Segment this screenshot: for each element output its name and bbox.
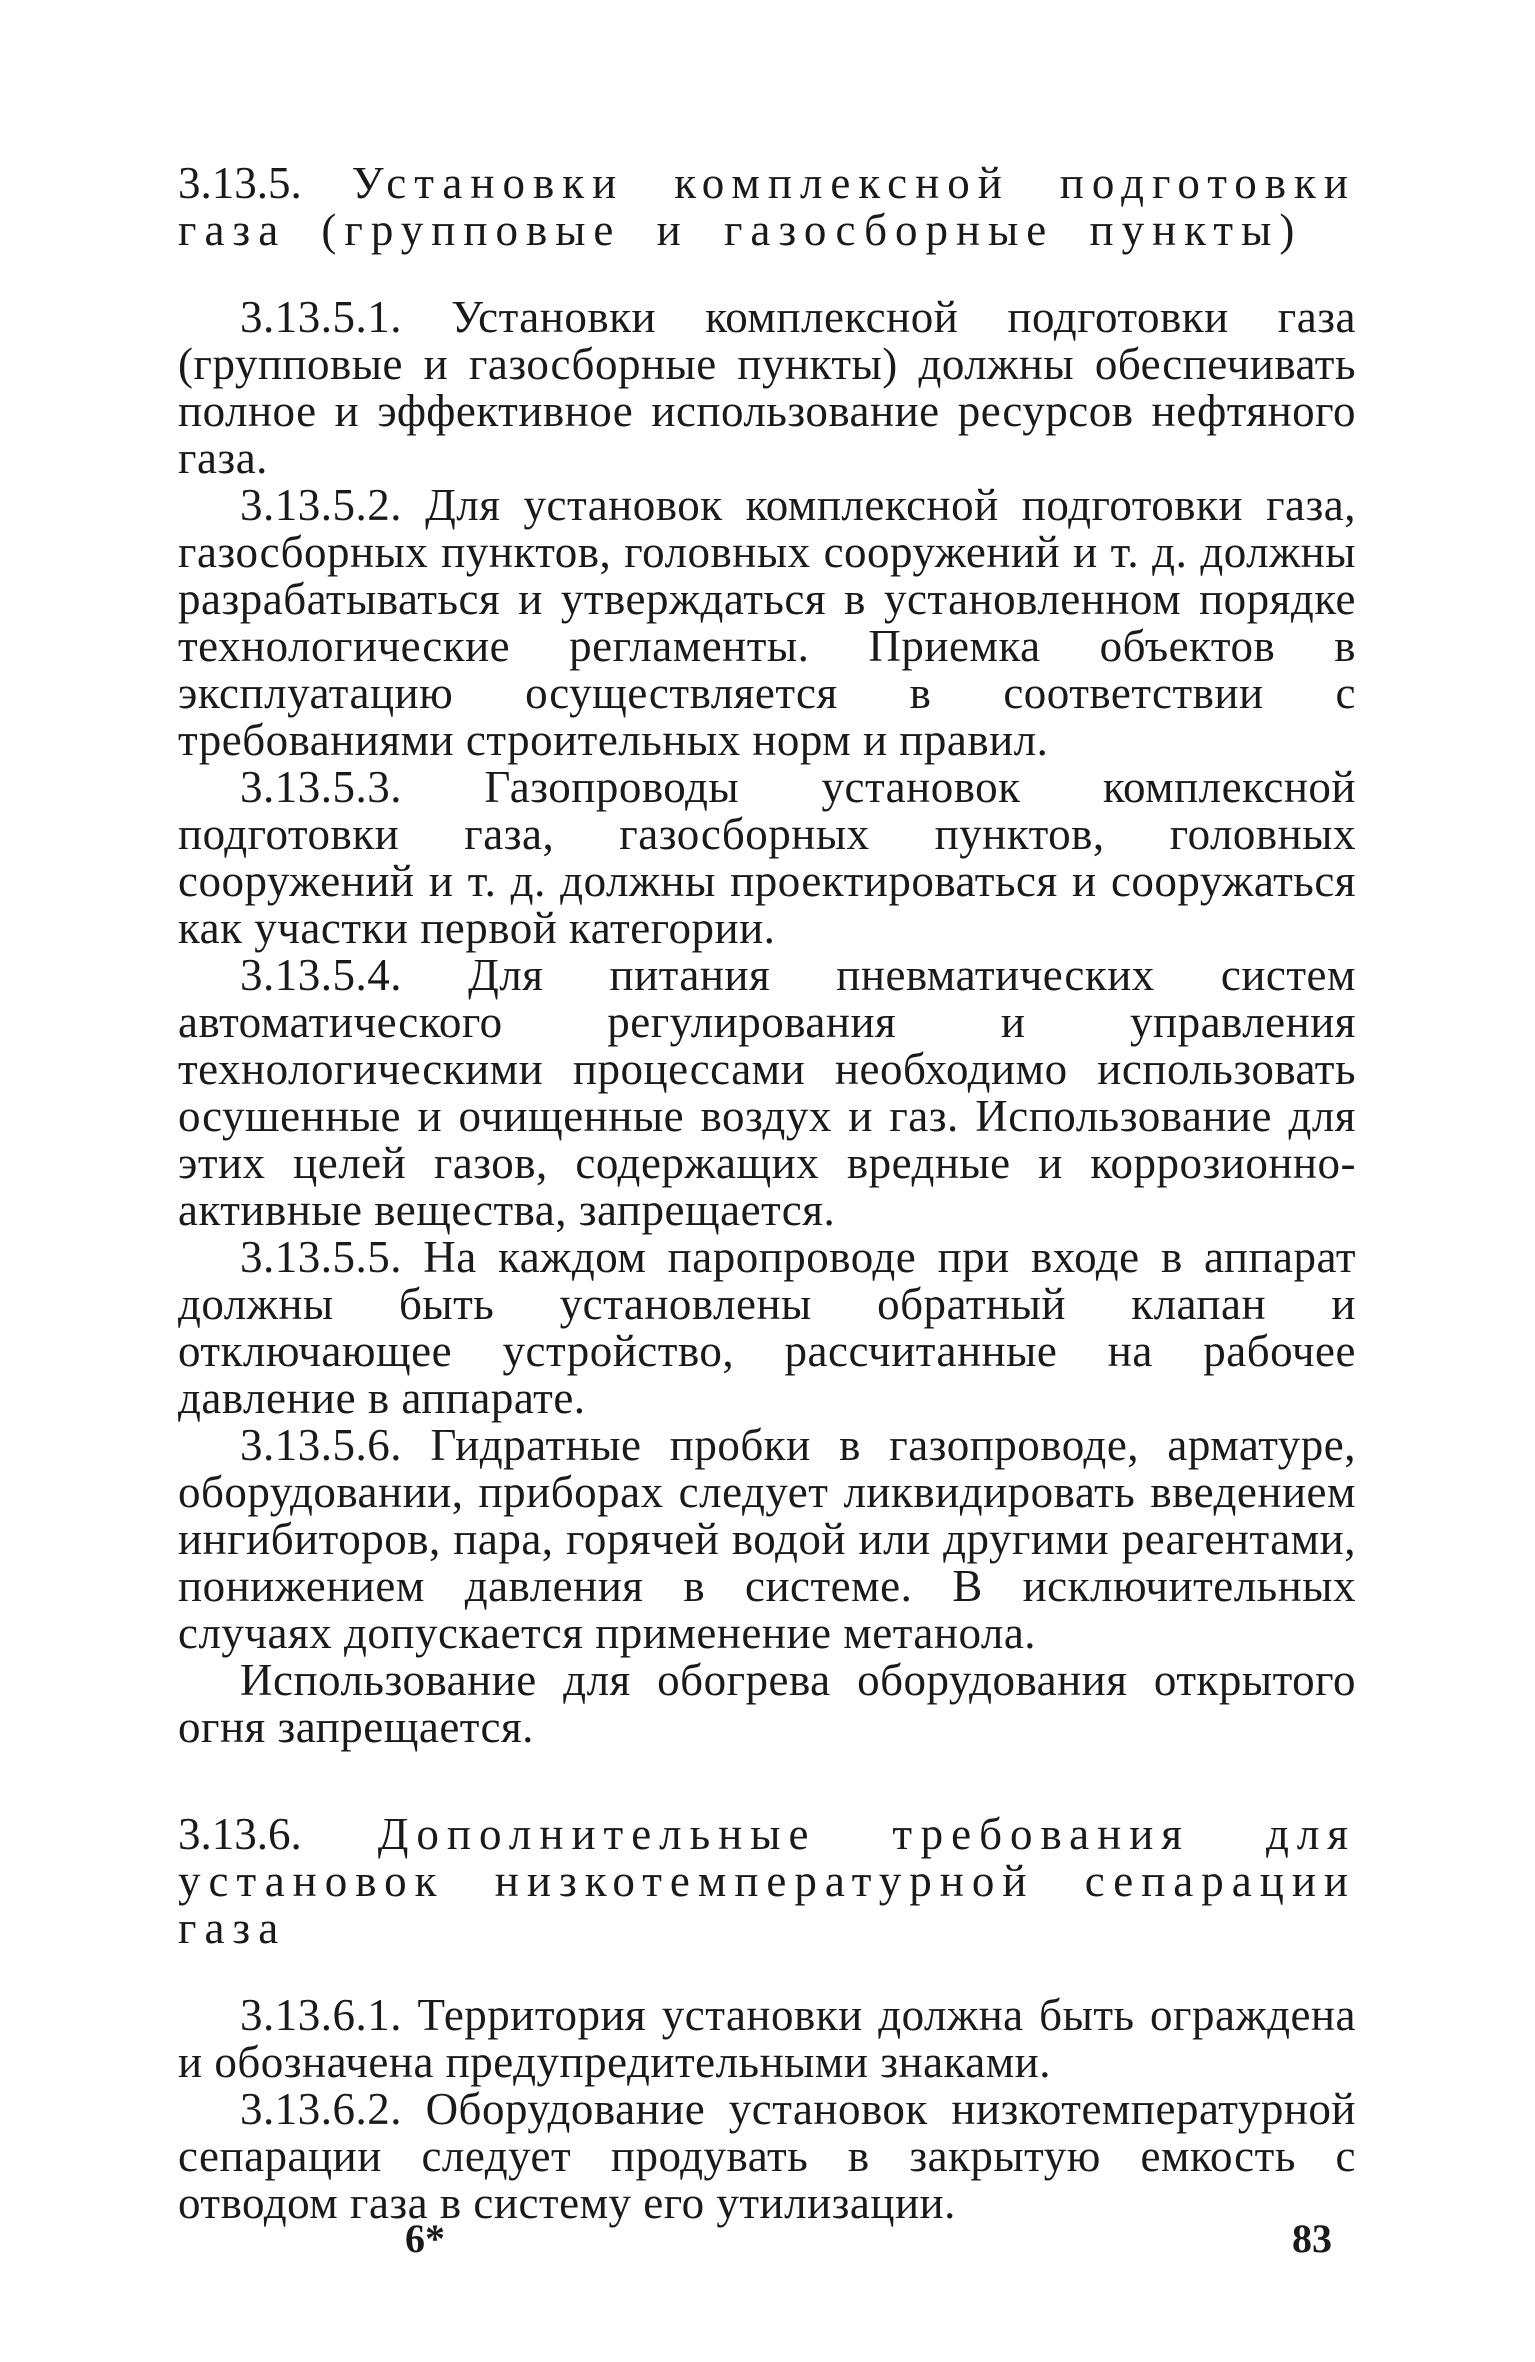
paragraph: 3.13.5.1. Установки комплексной подготовки газа (групповые и газосборные пункты) должны обеспечивать полное и эффективное использование ресурсов нефтяного газа.: [178, 292, 1356, 483]
section-number: 3.13.6.: [178, 1809, 302, 1859]
section-title: Установки комплексной подготовки газа (групповые и газосборные пункты): [178, 158, 1357, 255]
paragraph: 3.13.6.2. Оборудование установок низкотемпературной сепарации следует продувать в закрытую емкость с отводом газа в систему его утилизации.: [178, 2084, 1356, 2228]
signature-mark: 6*: [405, 2216, 445, 2261]
paragraph: 3.13.5.3. Газопроводы установок комплексной подготовки газа, газосборных пунктов, головных сооружений и т. д. должны проектироваться и сооружаться как участки первой категории.: [178, 762, 1356, 953]
paragraph: 3.13.5.4. Для питания пневматических систем автоматического регулирования и управления технологическими процессами необходимо использовать осушенные и очищенные воздух и газ. Использование для этих целей газов, содержащих вредные и коррозионно-активные вещества, запрещается.: [178, 950, 1356, 1235]
page-number: 83: [1292, 2216, 1332, 2261]
section-number: 3.13.5.: [178, 158, 302, 208]
paragraph: 3.13.5.5. На каждом паропроводе при входе в аппарат должны быть установлены обратный клапан и отключающее устройство, рассчитанные на рабочее давление в аппарате.: [178, 1232, 1356, 1423]
paragraph: Использование для обогрева оборудования открытого огня запрещается.: [178, 1655, 1356, 1752]
page-content: [178, 160, 1356, 2227]
section-title: Дополнительные требования для установок низкотемпературной сепарации газа: [178, 1809, 1356, 1953]
paragraph: 3.13.5.2. Для установок комплексной подготовки газа, газосборных пунктов, головных сооружений и т. д. должны разрабатываться и утверждаться в установленном порядке технологические регламенты. Приемка объектов в эксплуатацию осуществляется в соответствии с требованиями строительных норм и правил.: [178, 480, 1356, 765]
section-heading-3-13-6: [178, 1811, 1356, 1952]
paragraph: 3.13.5.6. Гидратные пробки в газопроводе, арматуре, оборудовании, приборах следует ликвидировать введением ингибиторов, пара, горячей водой или другими реагентами, понижением давления в системе. В исключительных случаях допускается применение метанола.: [178, 1420, 1356, 1658]
section-heading-3-13-5: [178, 160, 1356, 254]
paragraph: 3.13.6.1. Территория установки должна быть ограждена и обозначена предупредительными знаками.: [178, 1990, 1356, 2087]
